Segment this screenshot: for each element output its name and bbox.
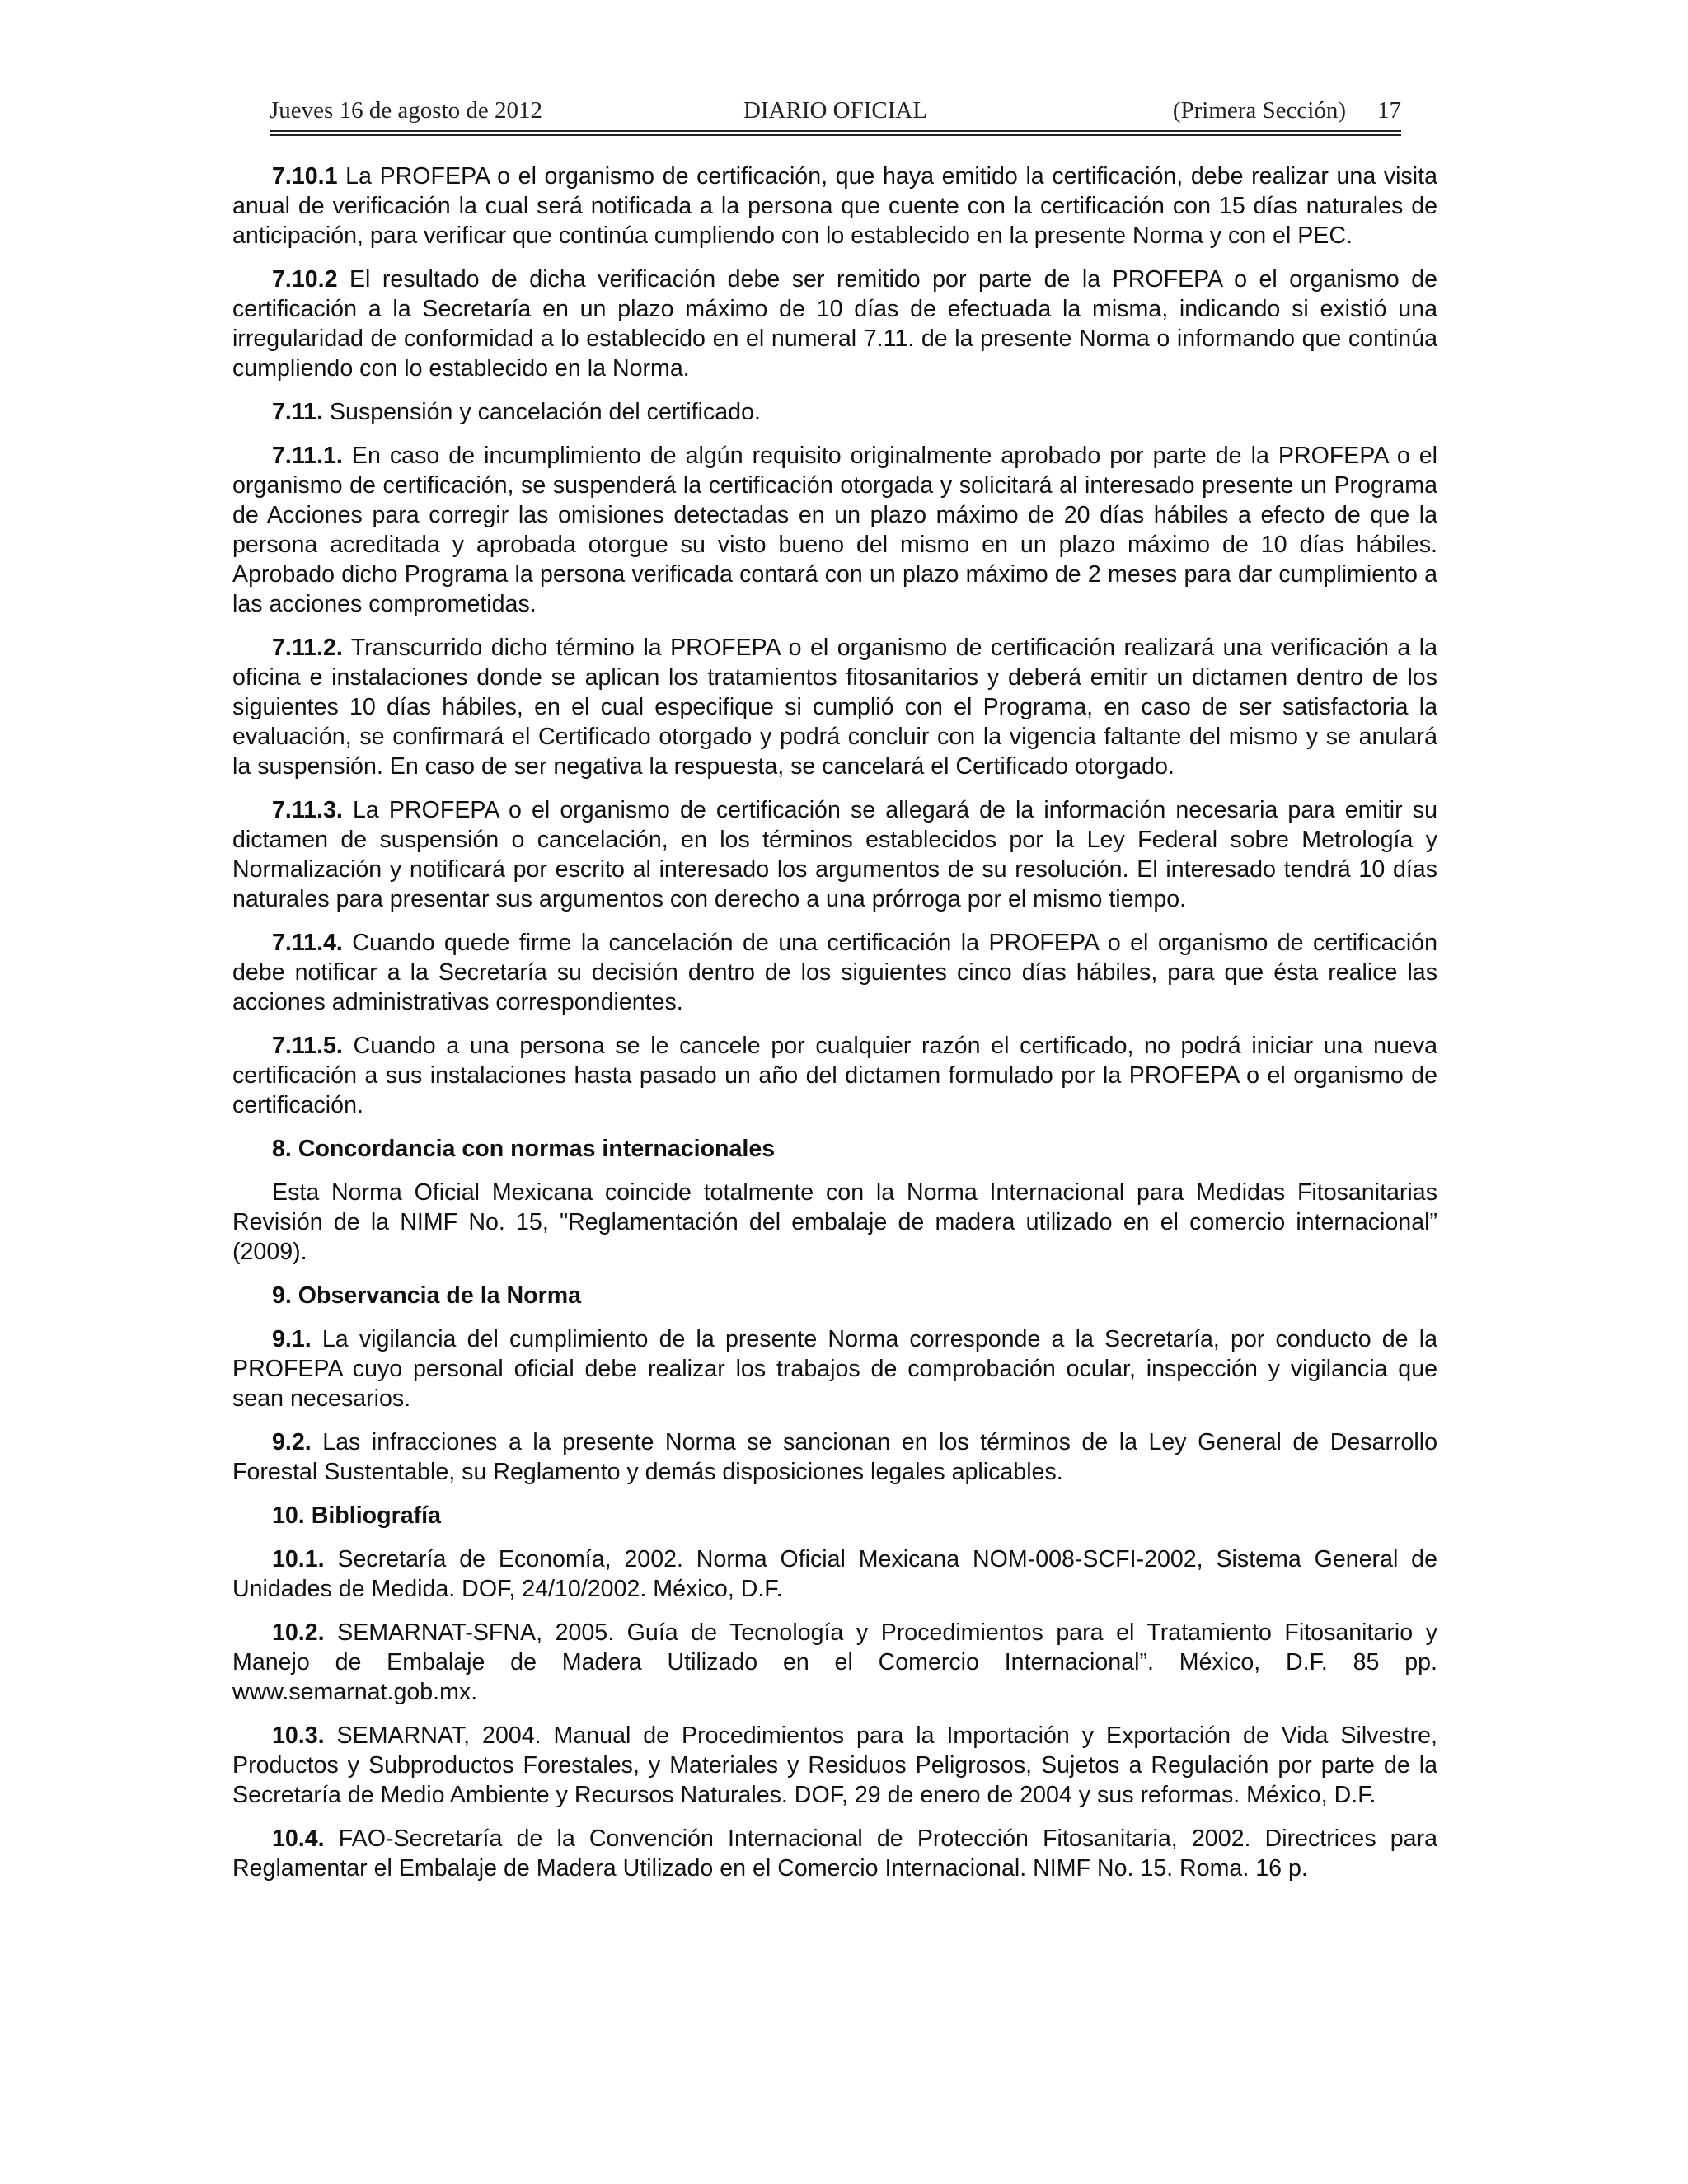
paragraph-7-11-5: [232, 1031, 1437, 1120]
section-heading-8: 8. Concordancia con normas internacionales: [272, 1136, 776, 1162]
paragraph-text: Cuando a una persona se le cancele por cualquier razón el certificado, no podrá iniciar una nueva certificación a sus instalaciones hasta pasado un año del dictamen formulado por la PROFEPA o el organismo de certificación.: [232, 1033, 1437, 1118]
header-publication: DIARIO OFICIAL: [743, 97, 928, 124]
paragraph-9-2: [232, 1427, 1437, 1487]
paragraph-7-11: [232, 397, 1437, 427]
paragraph-7-10-2: [232, 265, 1437, 383]
paragraph-7-11-4: [232, 928, 1437, 1017]
paragraph-text: Esta Norma Oficial Mexicana coincide totalmente con la Norma Internacional para Medidas Fitosanitarias Revisión de la NIMF No. 15, "Reglamentación del embalaje de madera utilizado en el comercio internacional” (2009).: [232, 1179, 1437, 1265]
header-section: (Primera Sección): [1172, 97, 1346, 124]
paragraph-7-11-1: [232, 441, 1437, 619]
paragraph-10-4: [232, 1824, 1437, 1883]
paragraph-text: SEMARNAT-SFNA, 2005. Guía de Tecnología y Procedimientos para el Tratamiento Fitosanitario y Manejo de Embalaje de Madera Utilizado en el Comercio Internacional”. México, D.F. 85 pp. www.semarnat.gob.mx.: [232, 1619, 1437, 1705]
header-rule: [270, 130, 1401, 132]
section-heading-9: 9. Observancia de la Norma: [272, 1282, 582, 1309]
paragraph-number: 7.11.4.: [272, 930, 343, 956]
paragraph-text: Transcurrido dicho término la PROFEPA o el organismo de certificación realizará una verificación a la oficina e instalaciones donde se aplican los tratamientos fitosanitarios y deberá emitir un dictamen dentro de los siguientes 10 días hábiles, en el cual especifique si cumplió con el Programa, en caso de ser satisfactoria la evaluación, se confirmará el Certificado otorgado y podrá concluir con la vigencia faltante del mismo y se anulará la suspensión. En caso de ser negativa la respuesta, se cancelará el Certificado otorgado.: [232, 635, 1437, 780]
paragraph-text: La vigilancia del cumplimiento de la presente Norma corresponde a la Secretaría, por conducto de la PROFEPA cuyo personal oficial debe realizar los trabajos de comprobación ocular, inspección y vigilancia que sean necesarios.: [232, 1326, 1437, 1412]
paragraph-number: 9.2.: [272, 1429, 312, 1455]
paragraph-number: 7.11.: [272, 399, 324, 425]
paragraph-text: SEMARNAT, 2004. Manual de Procedimientos para la Importación y Exportación de Vida Silvestre, Productos y Subproductos Forestales, y Materiales y Residuos Peligrosos, Sujetos a Regulación por parte de la Secretaría de Medio Ambiente y Recursos Naturales. DOF, 29 de enero de 2004 y sus reformas. México, D.F.: [232, 1722, 1437, 1808]
paragraph-text: Las infracciones a la presente Norma se sancionan en los términos de la Ley General de Desarrollo Forestal Sustentable, su Reglamento y demás disposiciones legales aplicables.: [232, 1429, 1437, 1485]
paragraph-text: FAO-Secretaría de la Convención Internacional de Protección Fitosanitaria, 2002. Directrices para Reglamentar el Embalaje de Madera Utilizado en el Comercio Internacional. NIMF No. 15. Roma. 16 p.: [232, 1825, 1437, 1882]
document-body: [232, 162, 1437, 1897]
paragraph-number: 7.11.3.: [272, 797, 343, 823]
paragraph-text: Cuando quede firme la cancelación de una certificación la PROFEPA o el organismo de certificación debe notificar a la Secretaría su decisión dentro de los siguientes cinco días hábiles, para que ésta realice las acciones administrativas correspondientes.: [232, 930, 1437, 1015]
paragraph-9-1: [232, 1324, 1437, 1413]
paragraph-number: 7.10.1: [272, 163, 338, 190]
header-section-page: [1173, 97, 1401, 124]
paragraph-number: 10.3.: [272, 1722, 325, 1749]
paragraph-number: 7.10.2: [272, 266, 338, 293]
paragraph-text: Suspensión y cancelación del certificado.: [323, 399, 761, 425]
paragraph-10-1: [232, 1544, 1437, 1604]
header-date: Jueves 16 de agosto de 2012: [270, 97, 543, 124]
paragraph-number: 9.1.: [272, 1326, 312, 1352]
paragraph-number: 10.4.: [272, 1825, 325, 1852]
paragraph-number: 10.1.: [272, 1546, 325, 1572]
section-heading-10: 10. Bibliografía: [272, 1502, 441, 1529]
paragraph-number: 7.11.2.: [272, 635, 343, 661]
paragraph-7-11-2: [232, 633, 1437, 781]
paragraph-8-body: [232, 1178, 1437, 1267]
paragraph-text: El resultado de dicha verificación debe ser remitido por parte de la PROFEPA o el organismo de certificación a la Secretaría en un plazo máximo de 10 días de efectuada la misma, indicando si existió una irregularidad de conformidad a lo establecido en el numeral 7.11. de la presente Norma o informando que continúa cumpliendo con lo establecido en la Norma.: [232, 266, 1437, 382]
paragraph-number: 10.2.: [272, 1619, 325, 1646]
header-page-number: 17: [1377, 97, 1401, 124]
paragraph-number: 7.11.1.: [272, 443, 343, 469]
paragraph-10-2: [232, 1618, 1437, 1707]
paragraph-text: La PROFEPA o el organismo de certificación se allegará de la información necesaria para emitir su dictamen de suspensión o cancelación, en los términos establecidos por la Ley Federal sobre Metrología y Normalización y notificará por escrito al interesado los argumentos de su resolución. El interesado tendrá 10 días naturales para presentar sus argumentos con derecho a una prórroga por el mismo tiempo.: [232, 797, 1437, 912]
paragraph-text: La PROFEPA o el organismo de certificación, que haya emitido la certificación, debe realizar una visita anual de verificación la cual será notificada a la persona que cuente con la certificación con 15 días naturales de anticipación, para verificar que continúa cumpliendo con lo establecido en la presente Norma y con el PEC.: [232, 163, 1437, 249]
paragraph-7-11-3: [232, 795, 1437, 914]
paragraph-text: Secretaría de Economía, 2002. Norma Oficial Mexicana NOM-008-SCFI-2002, Sistema General de Unidades de Medida. DOF, 24/10/2002. México, D.F.: [232, 1546, 1437, 1602]
paragraph-number: 7.11.5.: [272, 1033, 343, 1059]
paragraph-text: En caso de incumplimiento de algún requisito originalmente aprobado por parte de la PROFEPA o el organismo de certificación, se suspenderá la certificación otorgada y solicitará al interesado presente un Programa de Acciones para corregir las omisiones detectadas en un plazo máximo de 20 días hábiles a efecto de que la persona acreditada y aprobada otorgue su visto bueno del mismo en un plazo máximo de 10 días hábiles. Aprobado dicho Programa la persona verificada contará con un plazo máximo de 2 meses para dar cumplimiento a las acciones comprometidas.: [232, 443, 1437, 617]
paragraph-10-3: [232, 1721, 1437, 1810]
header-rule: [270, 134, 1401, 136]
paragraph-7-10-1: [232, 162, 1437, 251]
